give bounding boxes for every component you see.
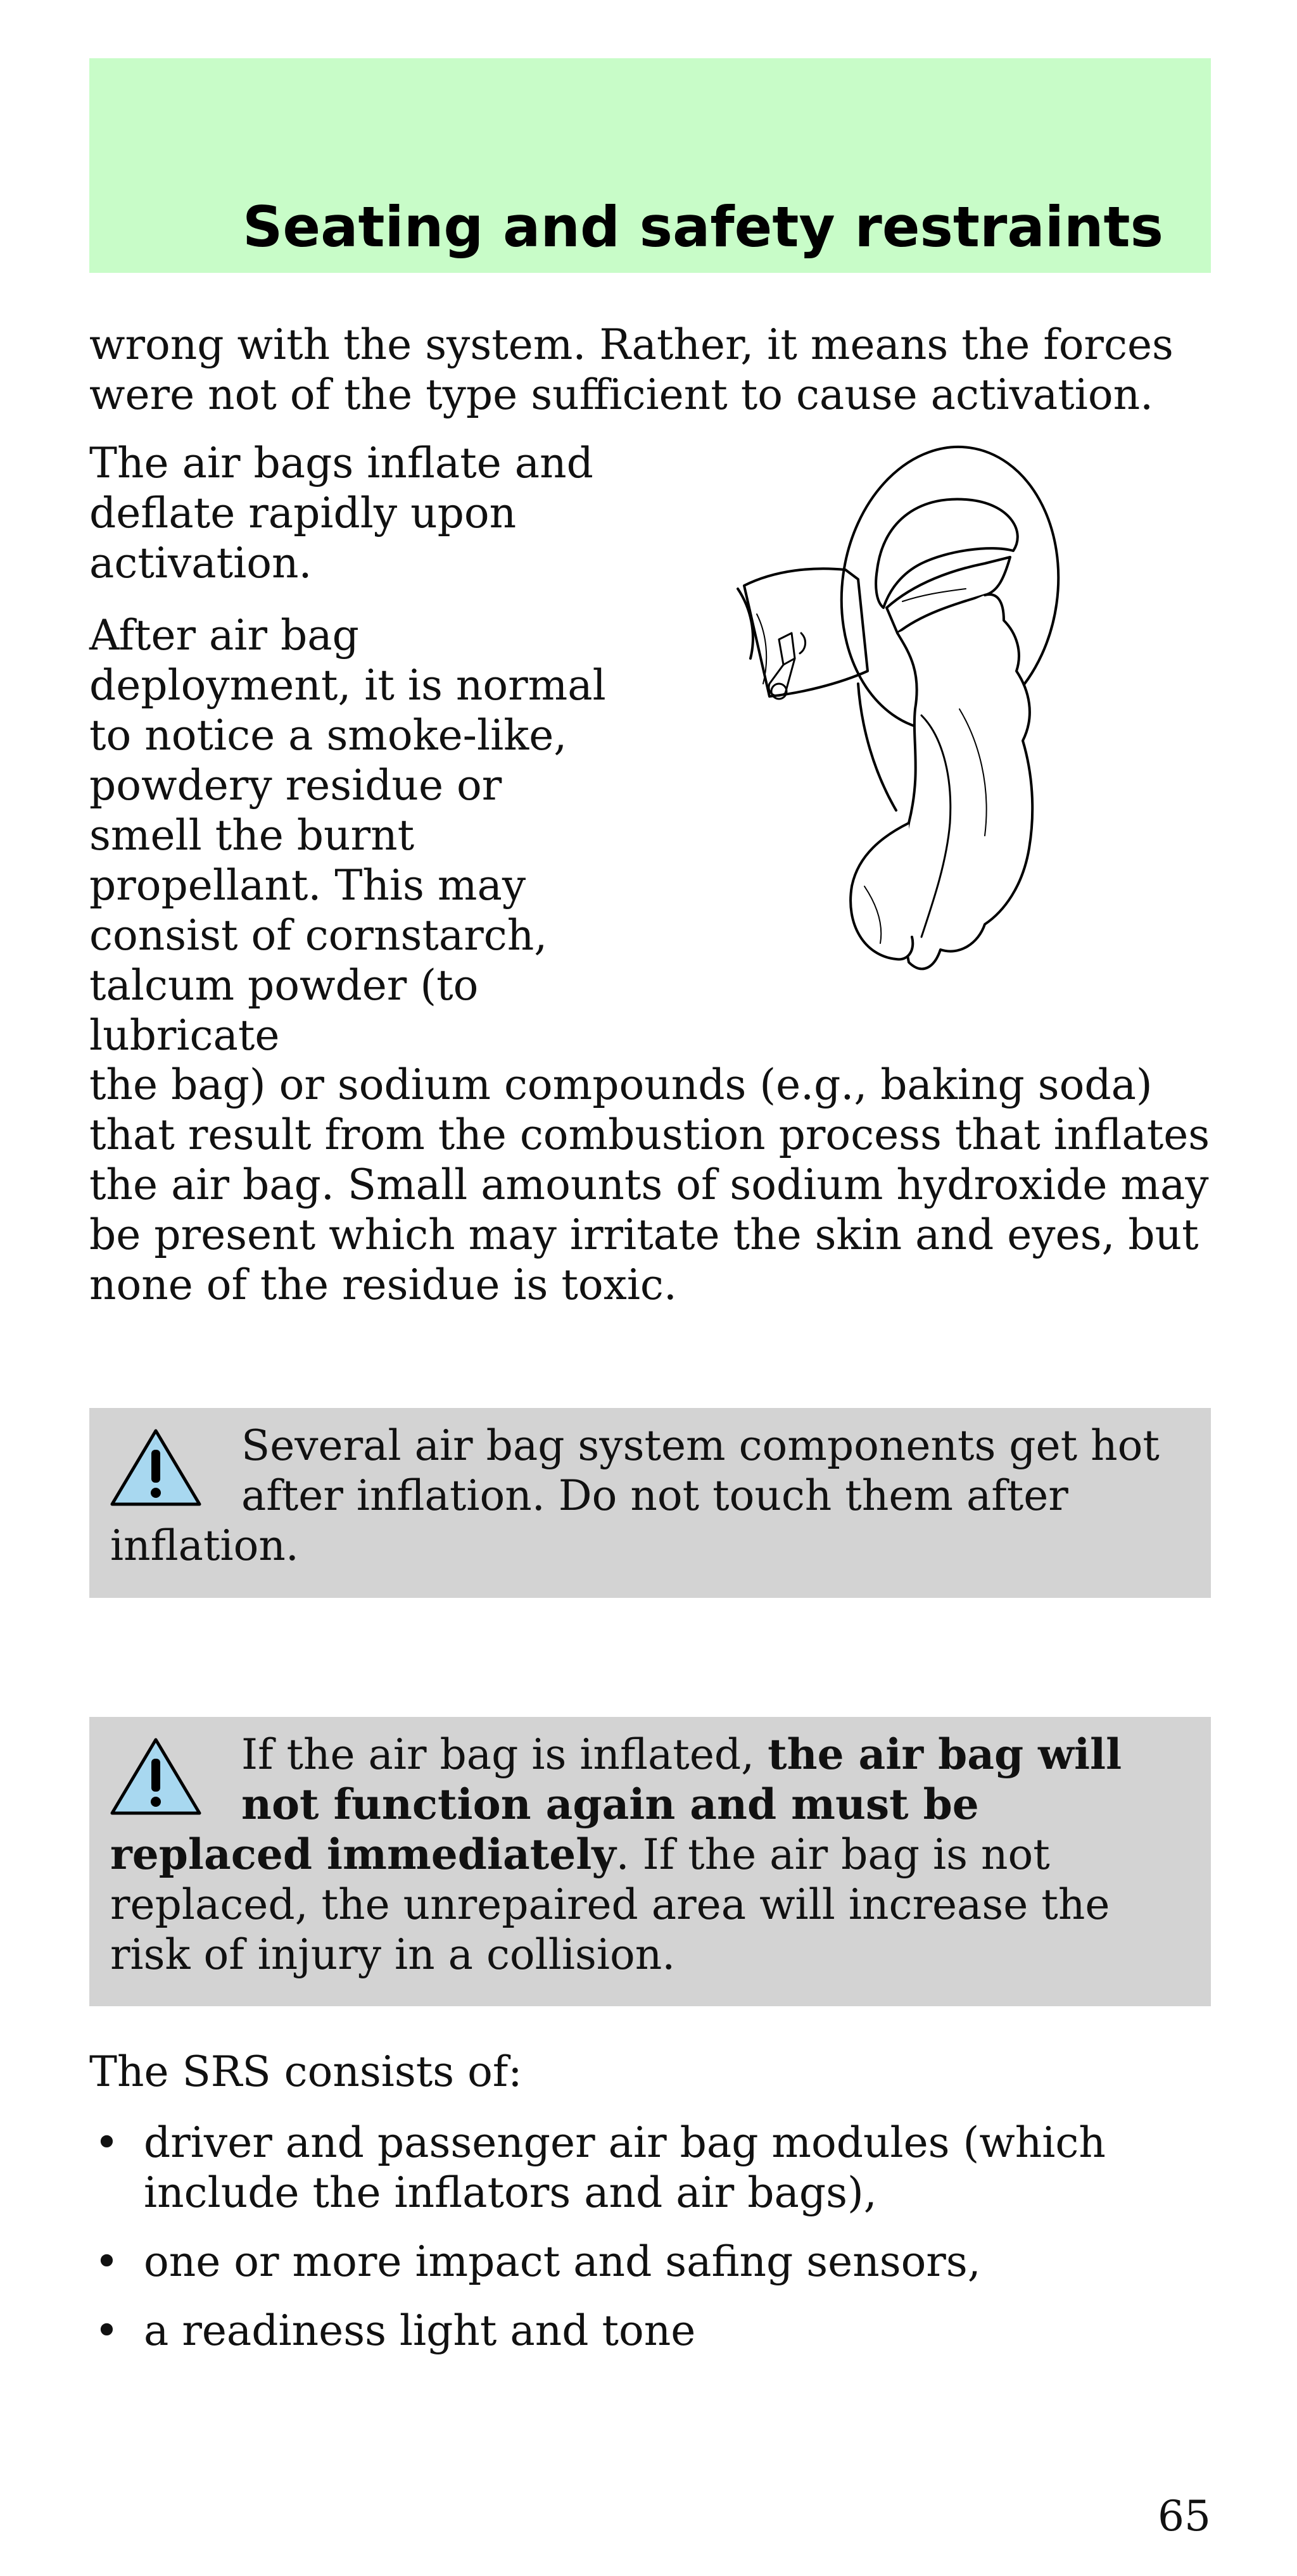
section-header — [89, 58, 1211, 273]
list-item-text: driver and passenger air bag modules (which include the inflators and air bags), — [144, 2118, 1106, 2217]
list-item — [89, 2118, 1217, 2218]
list-item — [89, 2237, 1217, 2287]
paragraph-residue: After air bag deployment, it is normal to notice a smoke-like, powdery residue or smell the burnt propellant. This may consist of cornstarch, talcum powder (to lubricate — [89, 611, 606, 1060]
srs-component-list — [89, 2118, 1217, 2375]
section-title: Seating and safety restraints — [243, 194, 1163, 260]
paragraph-inflate: The air bags inflate and deflate rapidly upon activation. — [89, 439, 593, 587]
bullet-icon: • — [94, 2306, 119, 2355]
warning-text-hot — [110, 1421, 1192, 1571]
bullet-icon: • — [94, 2237, 119, 2286]
srs-intro: The SRS consists of: — [89, 2047, 522, 2096]
page-number: 65 — [1158, 2492, 1211, 2541]
bullet-icon: • — [94, 2118, 119, 2167]
paragraph-residue-continued: the bag) or sodium compounds (e.g., baking soda) that result from the combustion process that inflates the air bag. Small amounts of sodium hydroxide may be present which may irritate the skin and eyes, but none of the residue is toxic. — [89, 1060, 1210, 1309]
paragraph-continued: wrong with the system. Rather, it means the forces were not of the type sufficient to cause activation. — [89, 320, 1174, 419]
list-item-text: one or more impact and safing sensors, — [144, 2237, 981, 2286]
list-item-text: a readiness light and tone — [144, 2306, 696, 2355]
warning-text-hot-content: Several air bag system components get hot after inflation. Do not touch them after inflation. — [110, 1421, 1160, 1570]
airbag-illustration — [731, 443, 1092, 1013]
warning-text-replace-a: If the air bag is inflated, — [241, 1730, 768, 1779]
warning-text-replace-b: . If the air bag is not replaced, the unrepaired area will increase the risk of injury in a collision. — [110, 1830, 1110, 1979]
list-item — [89, 2306, 1217, 2356]
warning-box-replace-airbag — [89, 1717, 1211, 2006]
warning-text-replace — [110, 1730, 1192, 1980]
warning-box-hot-components — [89, 1408, 1211, 1598]
warning-text-replace-bold: the air bag will not function again and must be replaced immediately — [110, 1730, 1122, 1879]
